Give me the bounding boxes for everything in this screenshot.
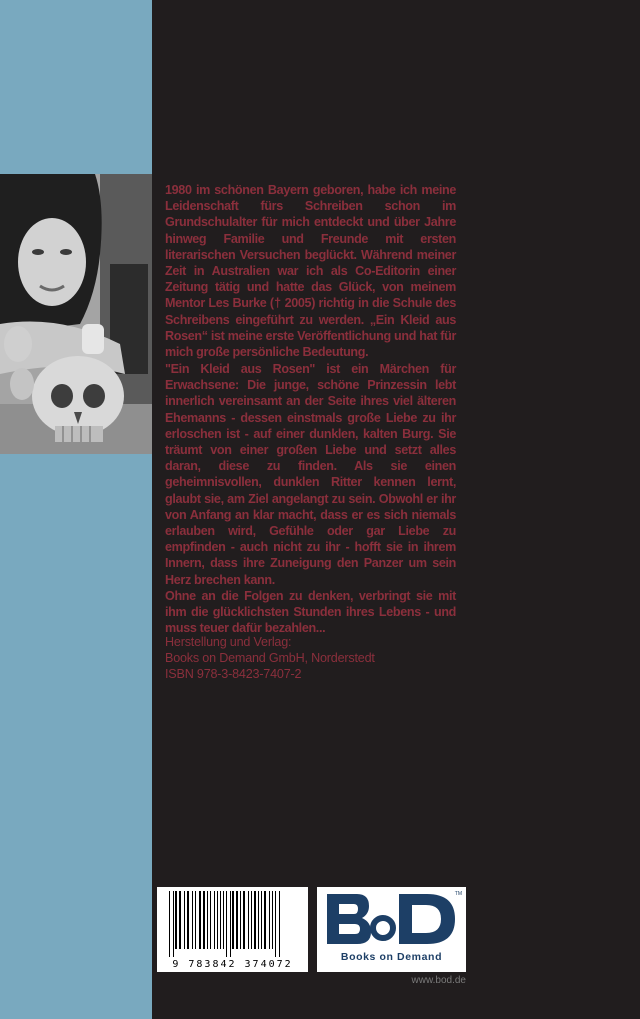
barcode [157, 887, 308, 972]
barcode-number: 9 783842 374072 [172, 959, 293, 970]
publisher-name: Books on Demand GmbH, Norderstedt [165, 651, 375, 666]
barcode-bars [157, 887, 308, 959]
isbn-text: ISBN 978-3-8423-7407-2 [165, 667, 302, 682]
spine-panel [0, 0, 152, 1019]
publisher-info [165, 634, 456, 683]
blurb-paragraph-1: "Ein Kleid aus Rosen" ist ein Märchen für Erwachsene: Die junge, schöne Prinzessin lebt innerlich vereinsamt an der Seite ihres viel älteren Ehemanns - dessen einstmals große Liebe zu ihr erloschen ist - auf einer dunklen, kalten Burg. Sie träumt von einer großen Liebe und setzt alles daran, diese zu finden. Als sie einen geheimnisvollen, dunklen Ritter kennen lernt, glaubt sie, am Ziel angelangt zu sein. Obwohl er ihr von Anfang an klar macht, dass er es sich niemals erlauben wird, Gefühle oder gar Liebe zu empfinden - auch nicht zu ihr - hofft sie in ihrem Innern, dass ihre Zuneigung den Panzer um sein Herz brechen kann. [165, 362, 456, 587]
author-bio: 1980 im schönen Bayern geboren, habe ich meine Leidenschaft fürs Schreiben schon im Grundschulalter für mich entdeckt und über Jahre hinweg Familie und Freunde mit ersten literarischen Versuchen beglückt. Während meiner Zeit in Australien war ich als Co-Editorin einer Zeitung tätig und hatte das Glück, von meinem Mentor Les Burke († 2005) richtig in die Schule des Schreibens eingeführt zu werden. „Ein Kleid aus Rosen“ ist meine erste Veröffentlichung und hat für mich große persönliche Bedeutung. [165, 183, 456, 360]
blurb-paragraph-2: Ohne an die Folgen zu denken, verbringt sie mit ihm die glücklichsten Stunden ihres Lebens - und muss teuer dafür bezahlen... [165, 588, 456, 636]
website-link[interactable]: www.bod.de [411, 975, 466, 986]
bod-logo-tagline: Books on Demand [340, 951, 443, 963]
bod-logo [317, 887, 466, 972]
book-blurb [165, 361, 456, 636]
publisher-heading: Herstellung und Verlag: [165, 635, 292, 649]
trademark-mark: TM [454, 891, 462, 897]
author-photo [0, 174, 152, 454]
bod-logo-letters [323, 890, 460, 948]
